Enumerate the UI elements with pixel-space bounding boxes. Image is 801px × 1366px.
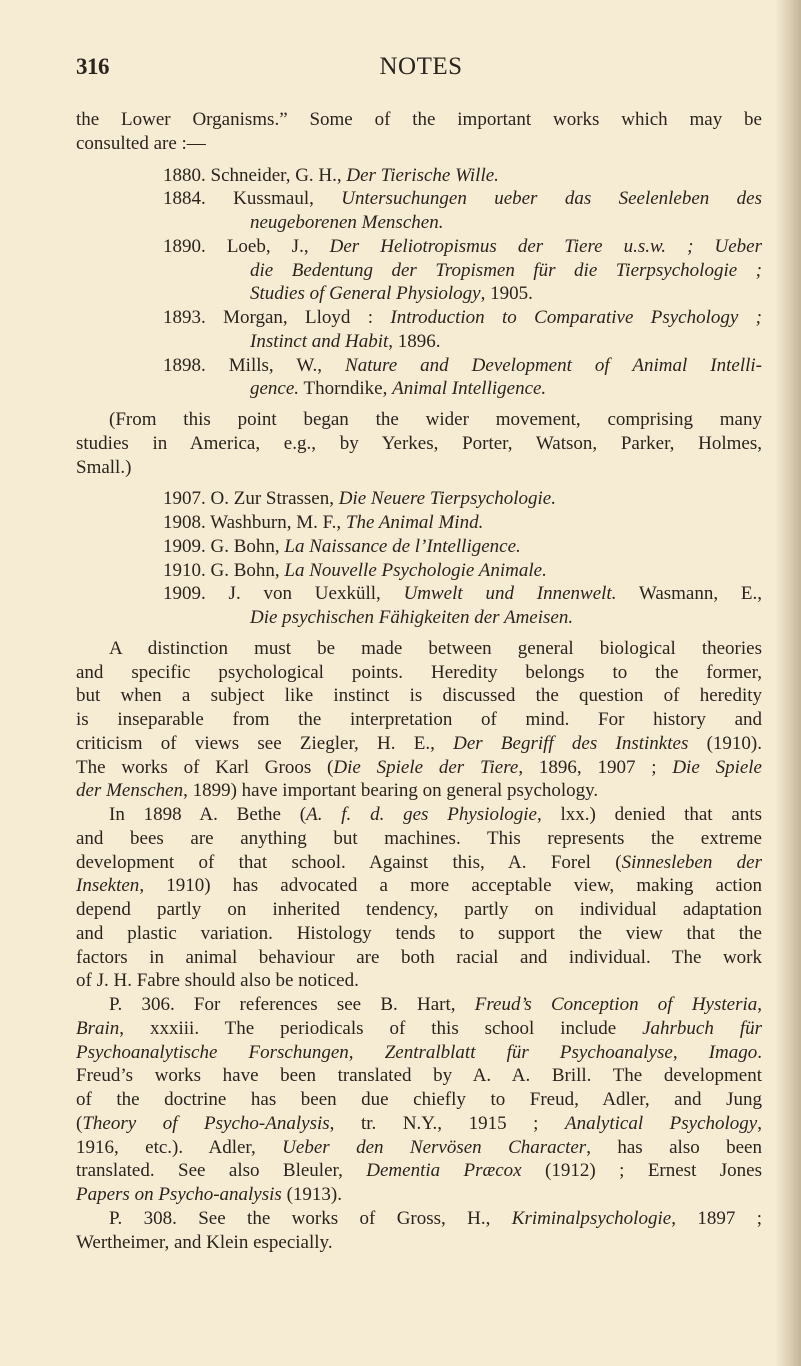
text-run: 1880. Schneider, G. H., [163, 164, 347, 186]
text-run: studies in America, e.g., by Yerkes, Porter, Watson, Parker, Holmes, [76, 432, 762, 454]
paragraph [76, 637, 762, 803]
italic-title: Die psychischen Fähigkeiten der Ameisen. [250, 607, 574, 628]
text-line [76, 1041, 762, 1065]
text-line [76, 606, 762, 630]
italic-title: Nature and Development of Animal Intelli- [345, 354, 762, 376]
text-run: Freud’s works have been translated by A. A. Brill. The development [76, 1065, 762, 1087]
paragraph [76, 108, 762, 156]
text-line [76, 1112, 762, 1136]
text-line [76, 330, 762, 354]
italic-title: Theory of Psycho-Analysis [82, 1112, 330, 1134]
italic-title: Analytical Psychology [565, 1112, 758, 1134]
text-run: 1908. Washburn, M. F., [163, 512, 346, 533]
text-line [76, 969, 762, 993]
text-run: depend partly on inherited tendency, partly on individual adaptation [76, 899, 762, 920]
italic-title: La Nouvelle Psychologie Animale. [284, 559, 547, 581]
italic-title: Animal Intelligence. [392, 378, 547, 400]
text-line [76, 1136, 762, 1160]
italic-title: gence. [250, 378, 300, 400]
bibliography-entry [76, 306, 762, 354]
text-line [76, 637, 762, 661]
text-line [76, 779, 762, 803]
italic-title: der Menschen [76, 780, 184, 802]
text-line [76, 211, 762, 235]
text-line [76, 1183, 762, 1207]
bibliography-entry [76, 559, 762, 583]
text-line [76, 259, 762, 283]
italic-title: Dementia Præcox [366, 1160, 522, 1182]
text-run: (1910). [688, 732, 763, 754]
text-run: , [757, 994, 762, 1015]
italic-title: Freud’s Conception of Hysteria [474, 994, 758, 1015]
text-line [76, 306, 762, 330]
text-line [76, 456, 762, 480]
text-line [76, 803, 762, 827]
italic-title: Die Neuere Tierpsychologie. [338, 488, 556, 510]
text-line [76, 1064, 762, 1088]
page-edge-shadow [775, 0, 801, 1366]
text-line [76, 851, 762, 875]
text-line [76, 1017, 762, 1041]
paragraph [76, 803, 762, 993]
text-run: , [672, 1041, 709, 1063]
text-run: , 1910) has advocated a more acceptable view, making action [139, 875, 762, 897]
text-run: of the doctrine has been due chiefly to Freud, Adler, and Jung [76, 1089, 762, 1110]
text-line [76, 132, 762, 156]
text-run: , has also been [586, 1136, 762, 1158]
text-run: The works of Karl Groos ( [76, 756, 334, 778]
text-line [76, 282, 762, 306]
text-line [76, 756, 762, 780]
text-line [76, 235, 762, 259]
text-line [76, 874, 762, 898]
text-line [76, 187, 762, 211]
text-line [76, 1088, 762, 1112]
text-run: 1909. J. von Uexküll, [163, 583, 404, 605]
text-run: 1916, etc.). Adler, [76, 1136, 283, 1158]
text-run: , lxx.) denied that ants [536, 804, 762, 825]
text-line [76, 661, 762, 685]
text-run: Small.) [76, 456, 132, 478]
paragraph [76, 408, 762, 479]
text-line [76, 511, 762, 535]
text-line [76, 487, 762, 511]
text-line [76, 164, 762, 188]
italic-title: Papers on Psycho-analysis [76, 1184, 282, 1205]
text-line [76, 559, 762, 583]
text-run: (1913). [281, 1184, 342, 1205]
text-run: 1909. G. Bohn, [163, 535, 285, 557]
text-run: , [757, 1112, 762, 1134]
text-run: P. 308. See the works of Gross, H., [109, 1207, 512, 1229]
italic-title: Der Begriff des Instinktes [453, 732, 689, 754]
italic-title: Jahrbuch für [642, 1017, 762, 1039]
italic-title: Umwelt und Innenwelt. [403, 583, 617, 605]
text-line [76, 354, 762, 378]
bibliography-entry [76, 511, 762, 535]
italic-title: Zentralblatt für Psychoanalyse [384, 1041, 673, 1063]
italic-title: Brain [76, 1017, 120, 1039]
text-run: and bees are anything but machines. This represents the extreme [76, 827, 762, 849]
text-run: , 1905. [480, 283, 533, 305]
bibliography-list [76, 487, 762, 630]
text-line [76, 1159, 762, 1183]
italic-title: Die Spiele [672, 756, 762, 778]
italic-title: La Naissance de l’Intelligence. [284, 535, 521, 557]
text-run: criticism of views see Ziegler, H. E., [76, 732, 454, 754]
italic-title: neugeborenen Menschen. [250, 212, 444, 233]
italic-title: The Animal Mind. [345, 512, 484, 533]
text-run: development of that school. Against this, A. Forel ( [76, 851, 622, 873]
text-run: P. 306. For references see B. Hart, [109, 994, 475, 1015]
text-run: , xxxiii. The periodicals of this school include [119, 1017, 643, 1039]
text-line [76, 108, 762, 132]
text-run: and specific psychological points. Heredity belongs to the former, [76, 661, 762, 683]
bibliography-entry [76, 354, 762, 402]
italic-title: die Bedentung der Tropismen für die Tierpsychologie ; [250, 259, 762, 281]
text-line [76, 684, 762, 708]
text-run: (From this point began the wider movement, comprising many [109, 409, 762, 430]
text-run: 1910. G. Bohn, [163, 559, 285, 581]
italic-title: Der Heliotropismus der Tiere u.s.w. ; Ueber [329, 235, 762, 257]
text-line [76, 898, 762, 922]
text-run: , 1897 ; [671, 1207, 762, 1229]
text-run: (1912) ; Ernest Jones [521, 1160, 763, 1182]
running-title: NOTES [379, 53, 463, 80]
text-run: 1890. Loeb, J., [163, 235, 330, 257]
text-run: 1893. Morgan, Lloyd : [163, 307, 391, 328]
text-line [76, 946, 762, 970]
italic-title: Untersuchungen ueber das Seelenleben des [341, 188, 762, 210]
italic-title: Insekten [76, 875, 140, 897]
bibliography-entry [76, 487, 762, 511]
text-run: but when a subject like instinct is discussed the question of heredity [76, 685, 762, 707]
text-line [76, 432, 762, 456]
bibliography-entry [76, 582, 762, 630]
text-line [76, 1207, 762, 1231]
italic-title: Ueber den Nervösen Character [282, 1136, 587, 1158]
text-run: A distinction must be made between general biological theories [109, 637, 762, 659]
text-line [76, 993, 762, 1017]
italic-title: Introduction to Comparative Psychology ; [390, 307, 762, 328]
italic-title: Studies of General Physiology [250, 283, 481, 305]
bibliography-list [76, 164, 762, 402]
text-run: Thorndike, [299, 378, 393, 400]
text-line [76, 1231, 762, 1255]
text-run: . [757, 1041, 763, 1063]
text-line [76, 732, 762, 756]
text-run: , 1896, 1907 ; [518, 756, 673, 778]
text-run: of J. H. Fabre should also be noticed. [76, 970, 359, 992]
text-line [76, 535, 762, 559]
italic-title: Der Tierische Wille. [346, 164, 499, 186]
italic-title: A. f. d. ges Physiologie [306, 804, 537, 825]
text-line [76, 582, 762, 606]
text-run: is inseparable from the interpretation of mind. For history and [76, 709, 762, 730]
italic-title: Kriminalpsychologie [511, 1207, 672, 1229]
bibliography-entry [76, 187, 762, 235]
text-line [76, 708, 762, 732]
text-run: Wasmann, E., [616, 583, 763, 605]
text-run: and plastic variation. Histology tends to support the view that the [76, 922, 762, 944]
text-line [76, 827, 762, 851]
notes-body [76, 108, 762, 1254]
bibliography-entry [76, 235, 762, 306]
paragraph [76, 993, 762, 1207]
text-run: 1898. Mills, W., [163, 354, 346, 376]
italic-title: Psychoanalytische Forschungen [76, 1041, 349, 1063]
text-run: 1907. O. Zur Strassen, [163, 488, 339, 510]
italic-title: Imago [708, 1041, 758, 1063]
text-run: Wertheimer, and Klein especially. [76, 1231, 333, 1253]
text-line [76, 408, 762, 432]
italic-title: Die Spiele der Tiere [333, 756, 519, 778]
text-run: consulted are :— [76, 132, 206, 154]
text-run: 1884. Kussmaul, [163, 188, 342, 210]
text-run: , 1899) have important bearing on general psychology. [183, 780, 599, 802]
text-run: the Lower Organisms.” Some of the important works which may be [76, 109, 762, 130]
text-run: factors in animal behaviour are both racial and individual. The work [76, 946, 762, 968]
text-line [76, 922, 762, 946]
text-run: , tr. N.Y., 1915 ; [329, 1112, 566, 1134]
bibliography-entry [76, 164, 762, 188]
paragraph [76, 1207, 762, 1255]
text-run: In 1898 A. Bethe ( [109, 804, 307, 825]
text-line [76, 377, 762, 401]
bibliography-entry [76, 535, 762, 559]
text-run: ( [76, 1112, 83, 1134]
text-run: , [348, 1041, 385, 1063]
page-number: 316 [76, 54, 109, 79]
text-run: , 1896. [388, 330, 441, 352]
text-run: translated. See also Bleuler, [76, 1160, 367, 1182]
italic-title: Sinnesleben der [621, 851, 762, 873]
italic-title: Instinct and Habit [250, 330, 389, 352]
